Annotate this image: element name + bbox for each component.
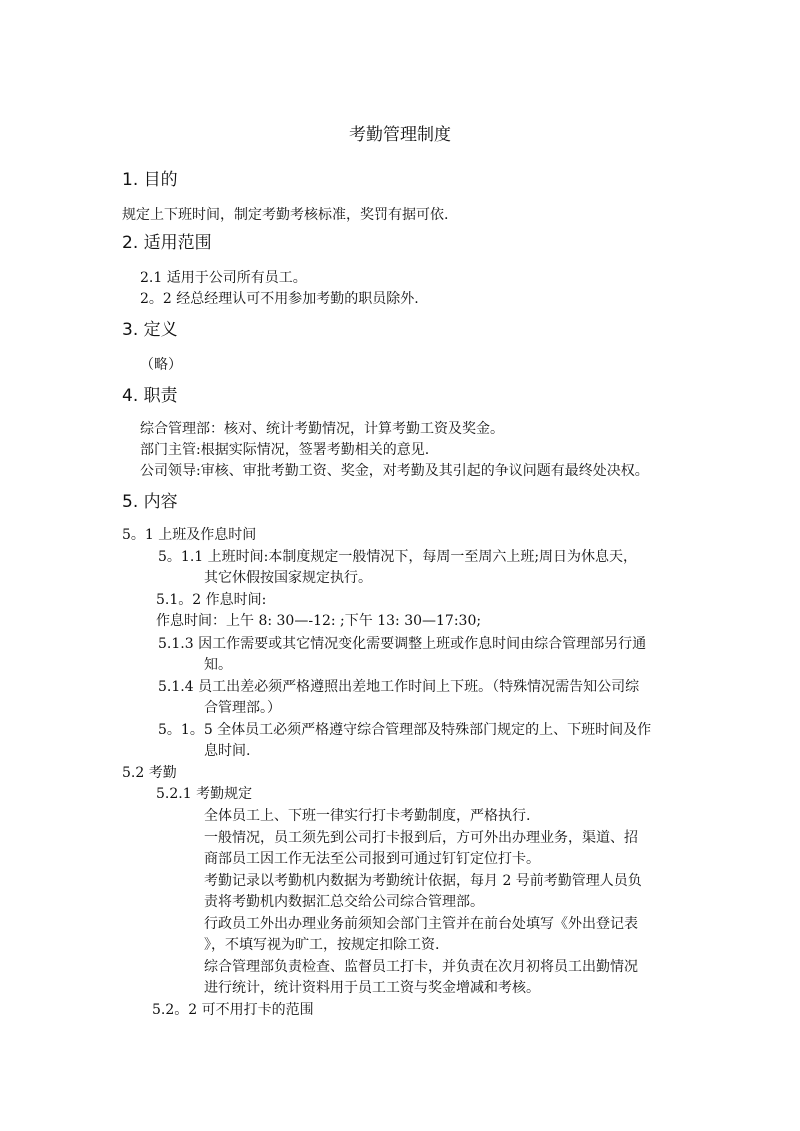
clause-515-line-1: 5。1。5 全体员工必须严格遵守综合管理部及特殊部门规定的上、下班时间及作 (158, 722, 652, 738)
clause-514-line-2: 合管理部。） (204, 700, 281, 716)
duty-item-2: 部门主管:根据实际情况，签署考勤相关的意见. (140, 442, 430, 458)
scope-item-1: 2.1 适用于公司所有员工。 (140, 270, 307, 286)
section-body-purpose: 规定上下班时间，制定考勤考核标准，奖罚有据可依. (122, 207, 449, 223)
clause-512-line-2: 作息时间：上午 8: 30—-12: ;下午 13: 30—17:30; (156, 613, 482, 629)
clause-521-line-7: 》，不填写视为旷工，按规定扣除工资. (204, 937, 440, 953)
clause-515-line-2: 息时间. (204, 743, 251, 759)
section-heading-purpose: 1. 目的 (122, 170, 178, 190)
duty-item-3: 公司领导:审核、审批考勤工资、奖金，对考勤及其引起的争议问题有最终处决权。 (140, 463, 649, 479)
clause-521-title: 5.2.1 考勤规定 (156, 786, 253, 802)
clause-521-line-4: 考勤记录以考勤机内数据为考勤统计依据，每月 2 号前考勤管理人员负 (204, 873, 642, 889)
clause-521-line-5: 责将考勤机内数据汇总交给公司综合管理部。 (204, 894, 484, 910)
clause-513-line-1: 5.1.3 因工作需要或其它情况变化需要调整上班或作息时间由综合管理部另行通 (158, 636, 647, 652)
clause-521-line-8: 综合管理部负责检查、监督员工打卡，并负责在次月初将员工出勤情况 (204, 959, 638, 975)
clause-511-line-2: 其它休假按国家规定执行。 (204, 570, 372, 586)
clause-511-line-1: 5。1.1 上班时间:本制度规定一般情况下，每周一至周六上班;周日为休息天， (158, 549, 638, 565)
clause-521-line-9: 进行统计，统计资料用于员工工资与奖金增减和考核。 (204, 980, 540, 996)
clause-513-line-2: 知。 (204, 657, 232, 673)
subsection-title-attendance: 5.2 考勤 (122, 765, 177, 781)
section-heading-scope: 2. 适用范围 (122, 233, 212, 253)
clause-521-line-3: 商部员工因工作无法至公司报到可通过钉钉定位打卡。 (204, 851, 540, 867)
definition-body: （略） (140, 357, 182, 373)
section-heading-definition: 3. 定义 (122, 320, 178, 340)
clause-514-line-1: 5.1.4 员工出差必须严格遵照出差地工作时间上下班。（特殊情况需告知公司综 (158, 679, 640, 695)
clause-522-title: 5.2。2 可不用打卡的范围 (152, 1002, 314, 1018)
duty-item-1: 综合管理部：核对、统计考勤情况，计算考勤工资及奖金。 (140, 421, 504, 437)
section-heading-duties: 4. 职责 (122, 386, 178, 406)
section-heading-content: 5. 内容 (122, 492, 178, 512)
document-title: 考勤管理制度 (349, 125, 451, 145)
scope-item-2: 2。2 经总经理认可不用参加考勤的职员除外. (140, 291, 419, 307)
subsection-title-hours: 5。1 上班及作息时间 (122, 527, 257, 543)
clause-521-line-1: 全体员工上、下班一律实行打卡考勤制度，严格执行. (204, 808, 531, 824)
clause-521-line-2: 一般情况，员工须先到公司打卡报到后，方可外出办理业务，渠道、招 (204, 830, 638, 846)
clause-512-line-1: 5.1。2 作息时间: (156, 592, 267, 608)
clause-521-line-6: 行政员工外出办理业务前须知会部门主管并在前台处填写《外出登记表 (204, 916, 638, 932)
